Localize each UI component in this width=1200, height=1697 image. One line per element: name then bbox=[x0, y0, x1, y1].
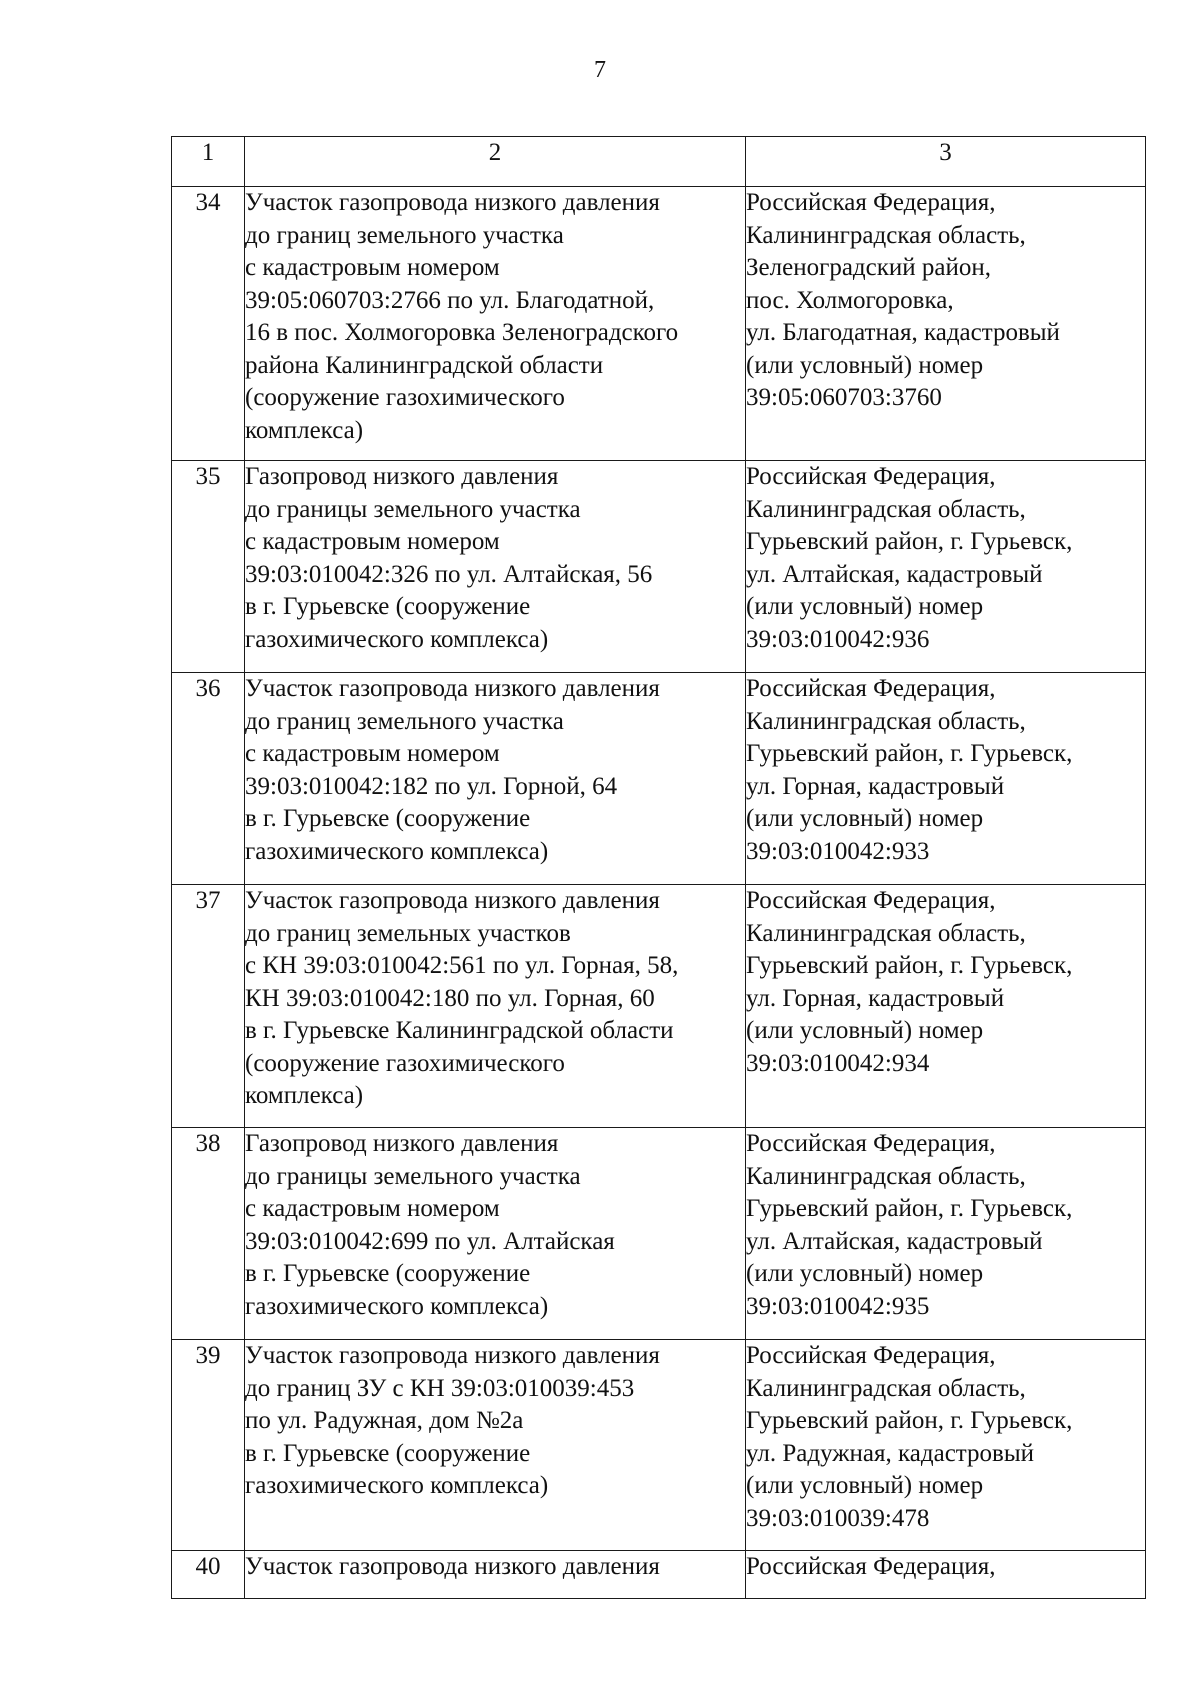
object-address-line: Калининградская область, bbox=[746, 919, 1026, 947]
object-address bbox=[746, 1551, 1146, 1599]
object-address-line: Зеленоградский район, bbox=[746, 254, 991, 281]
object-address-line: (или условный) номер bbox=[746, 1260, 984, 1287]
object-address bbox=[746, 673, 1146, 885]
object-address-line: Гурьевский район, г. Гурьевск, bbox=[746, 1195, 1073, 1222]
row-number: 37 bbox=[172, 885, 245, 1128]
object-address-line: Российская Федерация, bbox=[746, 1342, 996, 1369]
object-description-line: 16 в пос. Холмогоровка Зеленоградского bbox=[245, 319, 679, 346]
object-address-line: ул. Горная, кадастровый bbox=[746, 772, 1005, 800]
object-description-line: комплекса) bbox=[245, 1082, 364, 1109]
object-description-line: газохимического комплекса) bbox=[245, 1292, 549, 1320]
object-address-line: Калининградская область, bbox=[746, 221, 1026, 249]
object-description-line: Газопровод низкого давления bbox=[245, 463, 559, 490]
object-address bbox=[746, 461, 1146, 673]
header-col-number: 1 bbox=[172, 137, 245, 187]
object-description bbox=[245, 673, 746, 885]
registry-table bbox=[171, 136, 1146, 1599]
object-description-line: (сооружение газохимического bbox=[245, 384, 565, 411]
row-number: 39 bbox=[172, 1340, 245, 1551]
object-description bbox=[245, 1340, 746, 1551]
object-address bbox=[746, 187, 1146, 461]
object-description-line: до границы земельного участка bbox=[245, 1162, 581, 1190]
header-col-object: 2 bbox=[245, 137, 746, 187]
table-row bbox=[172, 673, 1146, 885]
object-address-line: Калининградская область, bbox=[746, 495, 1026, 523]
row-number: 35 bbox=[172, 461, 245, 673]
object-description bbox=[245, 1551, 746, 1599]
table-body bbox=[172, 187, 1146, 1599]
object-address-line: Гурьевский район, г. Гурьевск, bbox=[746, 1407, 1073, 1434]
object-description-line: 39:05:060703:2766 по ул. Благодатной, bbox=[245, 286, 655, 314]
object-description-line: до границ земельного участка bbox=[245, 707, 564, 735]
object-description bbox=[245, 187, 746, 461]
object-description-line: в г. Гурьевске (сооружение bbox=[245, 1439, 531, 1467]
object-description-line: до границ земельного участка bbox=[245, 221, 564, 249]
header-col-address: 3 bbox=[746, 137, 1146, 187]
object-address-line: ул. Горная, кадастровый bbox=[746, 984, 1005, 1012]
row-number: 34 bbox=[172, 187, 245, 461]
object-address-line: (или условный) номер bbox=[746, 593, 984, 620]
object-address-line: ул. Алтайская, кадастровый bbox=[746, 1227, 1043, 1255]
object-address-line: 39:03:010039:478 bbox=[746, 1504, 930, 1532]
object-address bbox=[746, 1128, 1146, 1340]
object-address-line: (или условный) номер bbox=[746, 1017, 984, 1044]
object-address-line: (или условный) номер bbox=[746, 1472, 984, 1499]
object-address-line: 39:03:010042:935 bbox=[746, 1292, 930, 1320]
row-number: 38 bbox=[172, 1128, 245, 1340]
object-description-line: Газопровод низкого давления bbox=[245, 1130, 559, 1157]
object-description-line: Участок газопровода низкого давления bbox=[245, 887, 660, 914]
table-row bbox=[172, 1128, 1146, 1340]
object-address-line: ул. Алтайская, кадастровый bbox=[746, 560, 1043, 588]
object-description bbox=[245, 885, 746, 1128]
object-description-line: в г. Гурьевске (сооружение bbox=[245, 593, 531, 620]
object-description-line: КН 39:03:010042:180 по ул. Горная, 60 bbox=[245, 984, 655, 1012]
object-description-line: Участок газопровода низкого давления bbox=[245, 189, 660, 216]
object-description-line: с кадастровым номером bbox=[245, 528, 500, 555]
object-address-line: (или условный) номер bbox=[746, 805, 984, 832]
object-description-line: газохимического комплекса) bbox=[245, 837, 549, 865]
object-address-line: Калининградская область, bbox=[746, 707, 1026, 735]
object-address-line: 39:03:010042:933 bbox=[746, 837, 930, 865]
object-description-line: в г. Гурьевске Калининградской области bbox=[245, 1017, 674, 1044]
object-description-line: с кадастровым номером bbox=[245, 254, 500, 281]
header-row bbox=[172, 137, 1146, 187]
object-address-line: Российская Федерация, bbox=[746, 189, 996, 216]
object-description-line: 39:03:010042:699 по ул. Алтайская bbox=[245, 1227, 615, 1255]
object-description-line: до границ земельных участков bbox=[245, 919, 571, 947]
object-description-line: Участок газопровода низкого давления bbox=[245, 675, 660, 702]
object-description-line: с кадастровым номером bbox=[245, 1195, 500, 1222]
object-address-line: 39:05:060703:3760 bbox=[746, 384, 942, 411]
object-description-line: с КН 39:03:010042:561 по ул. Горная, 58, bbox=[245, 952, 679, 979]
object-address-line: пос. Холмогоровка, bbox=[746, 286, 954, 314]
object-address bbox=[746, 885, 1146, 1128]
object-description-line: до границы земельного участка bbox=[245, 495, 581, 523]
object-address-line: ул. Радужная, кадастровый bbox=[746, 1439, 1035, 1467]
object-address bbox=[746, 1340, 1146, 1551]
object-address-line: Российская Федерация, bbox=[746, 887, 996, 914]
table-row bbox=[172, 1551, 1146, 1599]
object-address-line: 39:03:010042:934 bbox=[746, 1049, 930, 1077]
object-description-line: с кадастровым номером bbox=[245, 740, 500, 767]
object-address-line: 39:03:010042:936 bbox=[746, 625, 930, 653]
table-row bbox=[172, 885, 1146, 1128]
table-row bbox=[172, 461, 1146, 673]
object-description bbox=[245, 1128, 746, 1340]
object-description bbox=[245, 461, 746, 673]
table-header bbox=[172, 137, 1146, 187]
table-row bbox=[172, 187, 1146, 461]
object-description-line: в г. Гурьевске (сооружение bbox=[245, 1260, 531, 1287]
object-address-line: Калининградская область, bbox=[746, 1374, 1026, 1402]
page-number: 7 bbox=[594, 57, 606, 83]
object-description-line: (сооружение газохимического bbox=[245, 1049, 565, 1077]
object-address-line: Калининградская область, bbox=[746, 1162, 1026, 1190]
object-description-line: Участок газопровода низкого давления bbox=[245, 1342, 660, 1369]
object-description-line: комплекса) bbox=[245, 416, 364, 444]
object-address-line: (или условный) номер bbox=[746, 351, 984, 379]
object-description-line: газохимического комплекса) bbox=[245, 625, 549, 653]
object-description-line: по ул. Радужная, дом №2а bbox=[245, 1407, 524, 1434]
object-address-line: ул. Благодатная, кадастровый bbox=[746, 319, 1060, 346]
object-description-line: в г. Гурьевске (сооружение bbox=[245, 805, 531, 832]
object-address-line: Гурьевский район, г. Гурьевск, bbox=[746, 528, 1073, 555]
object-address-line: Российская Федерация, bbox=[746, 675, 996, 702]
row-number: 40 bbox=[172, 1551, 245, 1599]
object-description-line: 39:03:010042:182 по ул. Горной, 64 bbox=[245, 772, 618, 800]
row-number: 36 bbox=[172, 673, 245, 885]
object-description-line: Участок газопровода низкого давления bbox=[245, 1553, 660, 1580]
table-row bbox=[172, 1340, 1146, 1551]
object-address-line: Российская Федерация, bbox=[746, 1130, 996, 1157]
object-description-line: газохимического комплекса) bbox=[245, 1472, 549, 1499]
object-address-line: Гурьевский район, г. Гурьевск, bbox=[746, 952, 1073, 979]
object-description-line: района Калининградской области bbox=[245, 351, 604, 379]
object-description-line: 39:03:010042:326 по ул. Алтайская, 56 bbox=[245, 560, 653, 588]
object-description-line: до границ ЗУ с КН 39:03:010039:453 bbox=[245, 1374, 635, 1402]
object-address-line: Гурьевский район, г. Гурьевск, bbox=[746, 740, 1073, 767]
object-address-line: Российская Федерация, bbox=[746, 463, 996, 490]
object-address-line: Российская Федерация, bbox=[746, 1553, 996, 1580]
